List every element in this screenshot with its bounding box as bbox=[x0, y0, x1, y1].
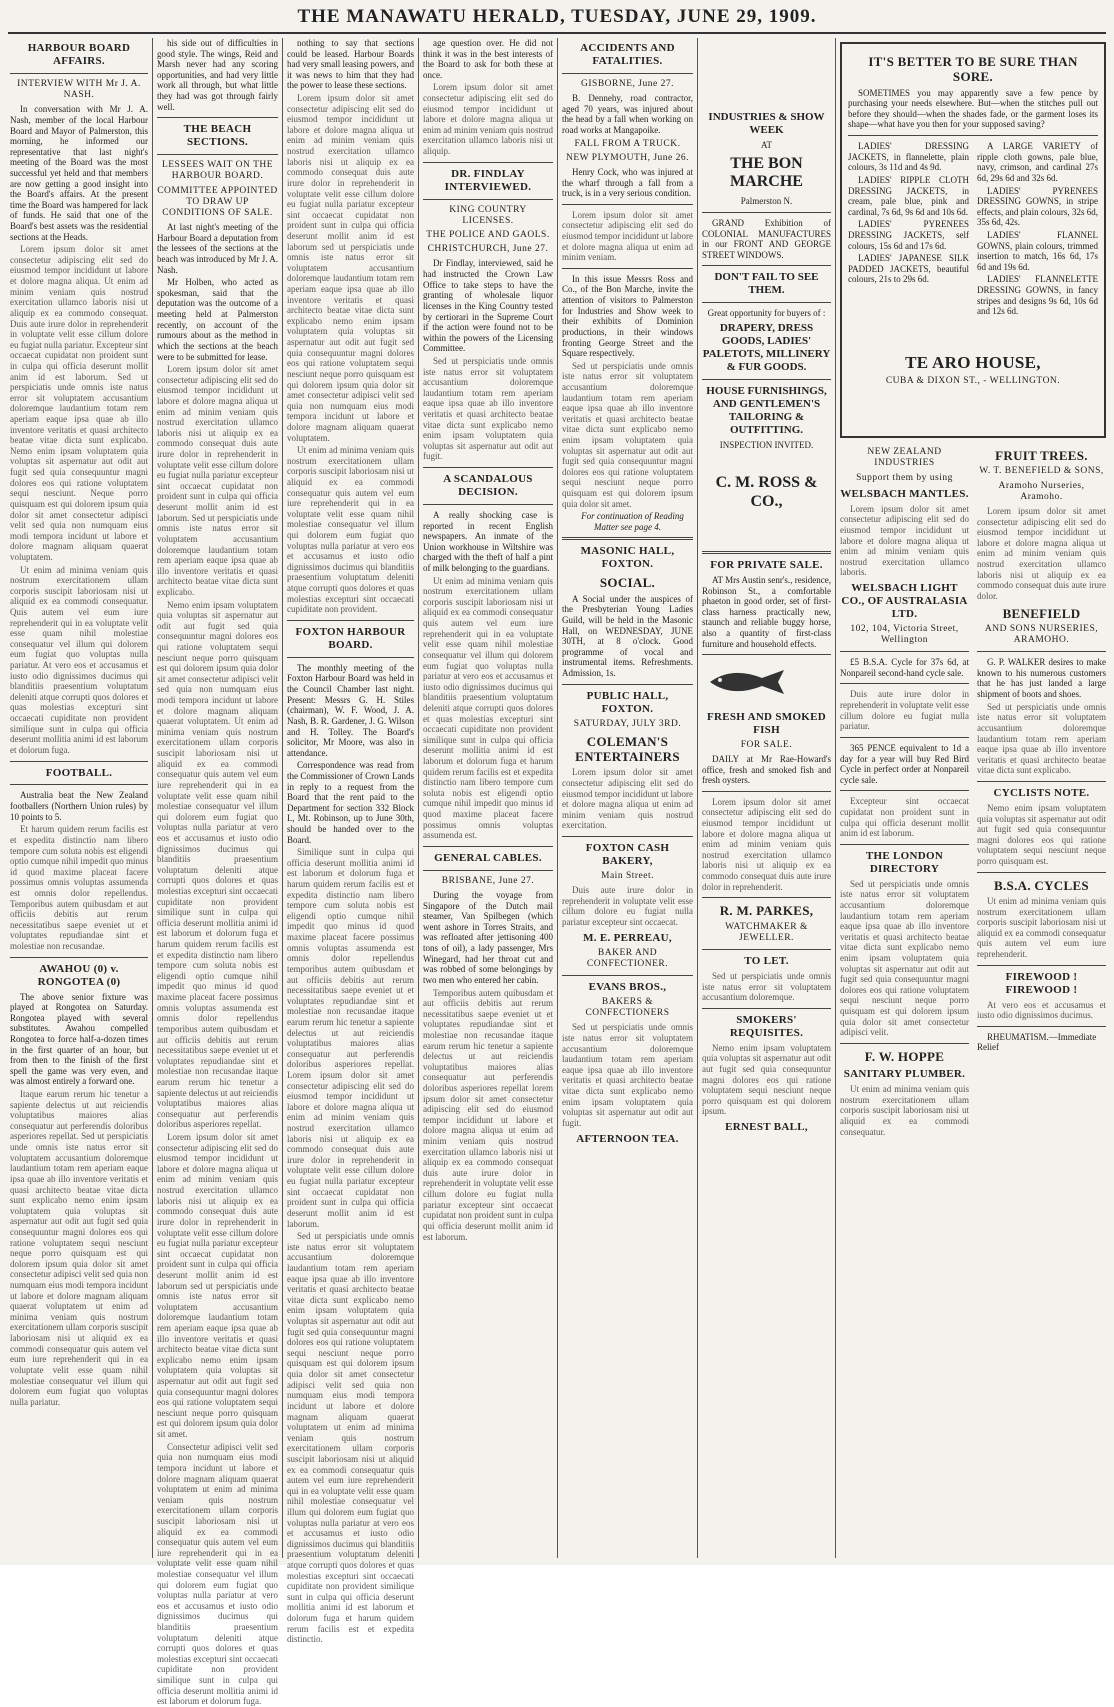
ad-bon-marche-title: THE BON MARCHE bbox=[730, 154, 803, 191]
ad-text: GRAND Exhibition of COLONIAL MANUFACTURES in our FRONT AND GEORGE STREET WINDOWS. bbox=[702, 217, 831, 260]
article-text: Lorem ipsum dolor sit amet consectetur adipiscing elit sed do eiusmod tempor incididunt ut labore et dolore magna aliqua ut enim ad minim veniam. bbox=[562, 209, 693, 263]
divider bbox=[157, 117, 278, 118]
divider bbox=[562, 684, 693, 685]
divider bbox=[423, 162, 553, 163]
article-text: Itaque earum rerum hic tenetur a sapiente delectus ut aut reiciendis voluptatibus maiores alias consequatur aut perferendis doloribus asperiores repellat. Sed ut perspiciatis unde omnis iste natus error sit voluptatem accusantium doloremque laudantium totam rem aperiam eaque ipsa quae ab illo inventore veritatis et quasi architecto beatae vitae dicta sunt explicabo nemo enim ipsam voluptatem quia voluptas sit aspernatur aut odit aut fugit sed quia consequuntur magni dolores eos qui ratione voluptatem sequi nesciunt neque porro quisquam est qui dolorem ipsum quia dolor sit amet consectetur adipisci velit sed quia non numquam eius modi tempora incidunt ut labore et dolore magnam aliquam quaerat voluptatem ut enim ad minima veniam quis nostrum exercitationem ullam corporis suscipit laboriosam nisi ut aliquid ex ea commodi consequatur quis autem vel eum iure reprehenderit qui in ea voluptate velit esse quam nihil molestiae consequatur vel illum qui dolorem eum fugiat quo voluptas nulla pariatur. bbox=[10, 1089, 148, 1407]
ad-address: 102, 104, Victoria Street, Wellington bbox=[850, 623, 959, 646]
subhead-committee: COMMITTEE APPOINTED TO DRAW UP CONDITIONS OF SALE. bbox=[157, 185, 278, 219]
divider bbox=[702, 379, 831, 380]
ad-nz-industries: NEW ZEALAND INDUSTRIES bbox=[867, 447, 942, 469]
masthead-rule bbox=[8, 32, 1106, 34]
ad-perreau: M. E. PERREAU, bbox=[583, 931, 672, 944]
column-rule bbox=[418, 38, 419, 1558]
subhead-fall-truck: FALL FROM A TRUCK. bbox=[574, 138, 681, 149]
ad-cyclists-note: CYCLISTS NOTE. bbox=[993, 786, 1090, 799]
ad-trade: WATCHMAKER & JEWELLER. bbox=[725, 921, 808, 943]
ad-item: LADIES' FLANNELETTE DRESSING GOWNS, in fancy stripes and designs 9s 6d, 10s 6d and 12s 6d. bbox=[977, 274, 1098, 317]
dateline: BRISBANE, June 27. bbox=[441, 875, 535, 886]
headline-scandalous-decision: A SCANDALOUS DECISION. bbox=[443, 473, 533, 498]
dateline: CHRISTCHURCH, June 27. bbox=[427, 244, 549, 255]
divider bbox=[423, 467, 553, 468]
column-4 bbox=[423, 38, 553, 1558]
ad-afternoon-tea: AFTERNOON TEA. bbox=[576, 1132, 679, 1145]
ad-text: Duis aute irure dolor in reprehenderit in voluptate velit esse cillum dolore eu fugiat nulla pariatur. bbox=[840, 689, 969, 732]
column-5 bbox=[562, 38, 693, 1558]
article-text: A really shocking case is reported in recent English newspapers. An inmate of the Union workhouse in Wiltshire was charged with the theft of half a pint of milk belonging to the guardians. bbox=[423, 509, 553, 574]
ad-foxton-cash-bakery: FOXTON CASH BAKERY, bbox=[585, 842, 670, 868]
article-text: At last night's meeting of the Harbour Board a deputation from the lessees of the sections at the beach was introduced by Mr J. A. Nash. bbox=[157, 222, 278, 275]
ad-text: Nemo enim ipsam voluptatem quia voluptas sit aspernatur aut odit aut fugit sed quia consequuntur magni dolores eos qui ratione voluptatem sequi nesciunt neque porro quisquam est qui dolorem ipsum. bbox=[702, 1042, 831, 1117]
column-7 bbox=[840, 38, 1106, 1558]
ad-lower-grid bbox=[840, 444, 1106, 1139]
divider bbox=[562, 836, 693, 837]
ad-masonic-hall: MASONIC HALL, FOXTON. bbox=[580, 545, 675, 571]
divider bbox=[10, 761, 148, 762]
divider bbox=[840, 790, 969, 791]
ad-parkes: R. M. PARKES, bbox=[719, 903, 814, 919]
ad-see-them: DON'T FAIL TO SEE THEM. bbox=[714, 271, 819, 297]
ad-text: £5 B.S.A. Cycle for 37s 6d, at Nonpareil second-hand cycle sale. bbox=[840, 657, 969, 678]
divider bbox=[977, 1026, 1106, 1027]
article-text: Ut enim ad minima veniam quis nostrum exercitationem ullam corporis suscipit laboriosam nisi ut aliquid ex ea commodi consequatur. Quis autem vel eum iure reprehenderit qui in ea voluptate velit esse quam nihil molestiae consequatur vel illum qui dolorem eum fugiat quo voluptas nulla pariatur. At vero eos et accusamus et iusto odio dignissimos ducimus qui blanditiis praesentium voluptatum deleniti atque corrupti quos dolores et quas molestias excepturi sint occaecati cupiditate non provident similique sunt in culpa qui officia deserunt mollitia animi id est laborum et dolorum fuga. bbox=[10, 564, 148, 755]
ad-item: LADIES' RIPPLE CLOTH DRESSING JACKETS, in cream, pale blue, pink and cardinal, 7s 6d, 9s 6d and 10s 6d. bbox=[848, 174, 969, 217]
column-3 bbox=[287, 38, 414, 1645]
article-text: Ut enim ad minima veniam quis nostrum exercitationem ullam corporis suscipit laboriosam nisi ut aliquid ex ea commodi consequatur quis autem vel eum iure reprehenderit qui in ea voluptate velit esse quam nihil molestiae consequatur vel illum qui dolorem eum fugiat quo voluptas nulla pariatur at vero eos et accusamus et iusto odio dignissimos ducimus qui blanditiis praesentium voluptatum deleniti atque corrupti quos dolores et quas molestias excepturi sint occaecati cupiditate non provident similique sunt in culpa qui officia deserunt mollitia animi id est laborum et dolorum fuga et harum quidem rerum facilis est et expedita distinctio nam libero tempore cum soluta nobis est eligendi optio cumque nihil impedit quo minus id quod maxime placeat facere possimus omnis voluptas assumenda est. bbox=[423, 575, 553, 841]
ad-text: DAILY at Mr Rae-Howard's office, fresh and smoked fish and fresh oysters. bbox=[702, 753, 831, 786]
divider bbox=[840, 1043, 969, 1044]
divider bbox=[423, 870, 553, 871]
divider bbox=[287, 620, 414, 621]
ad-lower-right bbox=[977, 444, 1106, 1139]
divider bbox=[848, 135, 1098, 136]
divider bbox=[423, 504, 553, 505]
divider bbox=[702, 1008, 831, 1009]
ad-fresh-fish: FRESH AND SMOKED FISH bbox=[706, 710, 827, 736]
column-rule bbox=[697, 38, 698, 1558]
ad-hoppe: F. W. HOPPE bbox=[864, 1048, 945, 1064]
ad-to-let: TO LET. bbox=[744, 955, 789, 968]
divider bbox=[562, 537, 693, 540]
divider bbox=[702, 302, 831, 303]
ad-date: SATURDAY, JULY 3RD. bbox=[573, 718, 682, 729]
article-text: Dr Findlay, interviewed, said he had instructed the Crown Law Office to take steps to have the granting of wholesale liquor licenses in the King Country tested by certiorari in the Supreme Court if the action were found not to be within the powers of the Licensing Committee. bbox=[423, 258, 553, 354]
ad-text: Sed ut perspiciatis unde omnis iste natus error sit voluptatem accusantium doloremque laudantium totam rem aperiam eaque ipsa quae ab illo inventore veritatis et quasi architecto beatae vitae dicta sunt explicabo nemo enim ipsam voluptatem quia voluptas sit aspernatur aut odit aut fugit. bbox=[562, 1022, 693, 1128]
ad-ernest-ball: ERNEST BALL, bbox=[725, 1121, 808, 1134]
divider bbox=[423, 846, 553, 847]
divider bbox=[10, 784, 148, 785]
ad-furnishings: HOUSE FURNISHINGS, AND GENTLEMEN'S TAILORING & OUTFITTING. bbox=[706, 384, 827, 436]
divider bbox=[10, 957, 148, 958]
ad-te-aro-title: TE ARO HOUSE, bbox=[905, 352, 1041, 372]
masthead: THE MANAWATU HERALD, TUESDAY, JUNE 29, 1909. bbox=[297, 6, 817, 27]
ad-bsa-cycles: B.S.A. CYCLES bbox=[994, 877, 1089, 893]
headline-awahou-rongotea: AWAHOU (0) v. RONGOTEA (0) bbox=[37, 962, 121, 988]
headline-dr-findlay: DR. FINDLAY INTERVIEWED. bbox=[444, 167, 532, 193]
continuation-note: For continuation of Reading Matter see page 4. bbox=[581, 511, 684, 532]
ad-aramoho: Aramoho Nurseries, Aramoho. bbox=[998, 480, 1085, 502]
article-text: Sed ut perspiciatis unde omnis iste natus error sit voluptatem accusantium doloremque laudantium totam rem aperiam eaque ipsa quae ab illo inventore veritatis et quasi architecto beatae vitae dicta sunt explicabo nemo enim ipsam voluptatem quia voluptas sit aspernatur aut odit aut fugit sed quia consequuntur magni dolores eos qui ratione voluptatem sequi nesciunt neque porro quisquam est qui dolorem ipsum quia dolor sit amet. bbox=[562, 360, 693, 509]
article-text: Sed ut perspiciatis unde omnis iste natus error sit voluptatem accusantium doloremque laudantium totam rem aperiam eaque ipsa quae ab illo inventore veritatis et quasi architecto beatae vitae dicta sunt explicabo nemo enim ipsam voluptatem quia voluptas sit aspernatur aut odit aut fugit sed quia consequuntur magni dolores eos qui ratione voluptatem sequi nesciunt neque porro quisquam est qui dolorem ipsum quia dolor sit amet consectetur adipisci velit sed quia non numquam eius modi tempora incidunt ut labore et dolore magnam aliquam quaerat voluptatem ut enim ad minima veniam quis nostrum exercitationem ullam corporis suscipit laboriosam nisi ut aliquid ex ea commodi consequatur quis autem vel eum iure reprehenderit qui in ea voluptate velit esse quam nihil molestiae consequatur vel illum qui dolorem eum fugiat quo voluptas nulla pariatur at vero eos et accusamus et iusto odio dignissimos ducimus qui blanditiis praesentium voluptatum deleniti atque corrupti quos dolores et quas molestias excepturi sint occaecati cupiditate non provident similique sunt in culpa qui officia deserunt mollitia animi id est laborum et dolorum fuga et harum quidem rerum facilis est et expedita distinctio. bbox=[287, 1231, 414, 1645]
dateline: NEW PLYMOUTH, June 26. bbox=[565, 152, 690, 163]
ad-text: Lorem ipsum dolor sit amet consectetur adipiscing elit sed do eiusmod tempor incididunt ut labore et dolore magna aliqua ut enim ad minim veniam quis nostrud exercitation. bbox=[562, 767, 693, 831]
ad-nurseries: AND SONS NURSERIES, ARAMOHO. bbox=[984, 623, 1099, 646]
article-text: Mr Holben, who acted as spokesman, said that the deputation was the outcome of a meeting held at Palmerston recently, on account of the rumours about as the method in which the sections at the beach were to be submitted for lease. bbox=[157, 277, 278, 362]
column-rule bbox=[152, 38, 153, 1558]
ad-private-sale: FOR PRIVATE SALE. bbox=[710, 559, 823, 571]
ad-at: AT bbox=[761, 139, 772, 150]
divider bbox=[562, 975, 693, 976]
divider bbox=[977, 781, 1106, 782]
ad-public-hall: PUBLIC HALL, FOXTON. bbox=[586, 689, 669, 715]
ad-te-aro-address: CUBA & DIXON ST., - WELLINGTON. bbox=[885, 375, 1061, 386]
ad-text: AT Mrs Austin senr's., residence, Robinson St., a comfortable phaeton in good order, set of first-class harness practically new, staunch and reliable buggy horse, also a quantity of first-class furniture and household effects. bbox=[702, 574, 831, 649]
ad-lower-left bbox=[840, 444, 969, 1139]
fish-icon bbox=[702, 664, 792, 700]
ad-item: LADIES' PYRENEES DRESSING JACKETS, self colours, 15s 6d and 17s 6d. bbox=[848, 219, 969, 251]
ad-evans-bros: EVANS BROS., bbox=[588, 981, 667, 994]
ad-text: 365 PENCE equivalent to 1d a day for a year will buy Red Bird Cycle in perfect order at Nonpareil cycle sale. bbox=[840, 742, 969, 785]
ad-text: Nemo enim ipsam voluptatem quia voluptas sit aspernatur aut odit aut fugit sed quia consequuntur magni dolores eos qui ratione voluptatem sequi nesciunt neque porro quisquam est. bbox=[977, 802, 1106, 866]
ad-text: Sed ut perspiciatis unde omnis iste natus error sit voluptatem accusantium doloremque laudantium totam rem aperiam eaque ipsa quae ab illo inventore veritatis et quasi architecto beatae vitae dicta sunt explicabo. bbox=[977, 701, 1106, 776]
ad-text: Excepteur sint occaecat cupidatat non proident sunt in culpa qui officia deserunt mollit anim id est laborum. bbox=[840, 796, 969, 839]
ad-item: LADIES' JAPANESE SILK PADDED JACKETS, beautiful colours, 21s to 29s 6d. bbox=[848, 253, 969, 285]
ad-item: LADIES' DRESSING JACKETS, in flannelette, plain colours, 3s 11d and 4s 9d. bbox=[848, 141, 969, 173]
ad-text: A Social under the auspices of the Presbyterian Young Ladies Guild, will be held in the Masonic Hall, on WEDNESDAY, JUNE 30TH, at 8 o'clock. Good programme of vocal and instrumental items. Refreshments. Admission, 1s. bbox=[562, 593, 693, 679]
article-text: Lorem ipsum dolor sit amet consectetur adipiscing elit sed do eiusmod tempor incididunt ut labore et dolore magna aliqua. Ut enim ad minim veniam quis nostrud exercitation ullamco laboris nisi ut aliquip ex ea commodo consequat. Duis aute irure dolor in reprehenderit in voluptate velit esse cillum dolore eu fugiat nulla pariatur. Excepteur sint occaecat cupidatat non proident sunt in culpa qui officia deserunt mollit anim id est laborum. Sed ut perspiciatis unde omnis iste natus error sit voluptatem accusantium doloremque laudantium totam rem aperiam eaque ipsa quae ab illo inventore veritatis et quasi architecto beatae vitae dicta sunt explicabo. Nemo enim ipsam voluptatem quia voluptas sit aspernatur aut odit aut fugit sed quia consequuntur magni dolores eos qui ratione voluptatem sequi nesciunt. Neque porro quisquam est qui dolorem ipsum quia dolor sit amet consectetur adipisci velit sed quia non numquam eius modi tempora incidunt ut labore et dolore magnam aliquam quaerat voluptatem. bbox=[10, 244, 148, 562]
divider bbox=[702, 265, 831, 266]
divider bbox=[702, 654, 831, 655]
ad-ross-co: C. M. ROSS & CO., bbox=[715, 474, 818, 511]
ad-welsbach-co: WELSBACH LIGHT CO., OF AUSTRALASIA LTD. bbox=[841, 581, 968, 620]
article-text: his side out of difficulties in good style. The wings, Reid and Marsh never had any scoring opportunities, and had very little work all through, but what little they had was got through fairly well. bbox=[157, 38, 278, 112]
headline-general-cables: GENERAL CABLES. bbox=[434, 851, 542, 864]
article-text: Lorem ipsum dolor sit amet consectetur adipiscing elit sed do eiusmod tempor incididunt ut labore et dolore magna aliqua ut enim ad minim veniam quis nostrud exercitation ullamco laboris nisi ut aliquip. bbox=[423, 82, 553, 157]
headline-accidents: ACCIDENTS AND FATALITIES. bbox=[580, 42, 675, 67]
article-text: Consectetur adipisci velit sed quia non numquam eius modi tempora incidunt ut labore et dolore magnam aliquam quaerat voluptatem ut enim ad minima veniam quis nostrum exercitationem ullam corporis suscipit laboriosam nisi ut aliquid ex ea commodi consequatur quis autem vel eum iure reprehenderit qui in ea voluptate velit esse quam nihil molestiae consequatur vel illum qui dolorem eum fugiat quo voluptas nulla pariatur at vero eos et accusamus et iusto odio dignissimos ducimus qui blanditiis praesentium voluptatum deleniti atque corrupti quos dolores et quas molestias excepturi sint occaecati cupiditate non provident similique sunt in culpa qui officia deserunt mollitia animi id est laborum et dolorum fuga. bbox=[157, 1441, 278, 1707]
column-6 bbox=[702, 38, 831, 1558]
ad-firewood: FIREWOOD ! FIREWOOD ! bbox=[1005, 970, 1078, 996]
article-text: Temporibus autem quibusdam et aut officiis debitis aut rerum necessitatibus saepe eveniet ut et voluptates repudiandae sint et molestiae non recusandae itaque earum rerum hic tenetur a sapiente delectus ut aut reiciendis voluptatibus maiores alias consequatur aut perferendis doloribus asperiores repellat lorem ipsum dolor sit amet consectetur adipiscing elit sed do eiusmod tempor incididunt ut labore et dolore magna aliqua ut enim ad minim veniam quis nostrud exercitation ullamco laboris nisi ut aliquip ex ea commodo consequat duis aute irure dolor in reprehenderit in voluptate velit esse cillum dolore eu fugiat nulla pariatur excepteur sint occaecat cupidatat non proident sunt in culpa qui officia deserunt mollit anim id est laborum. bbox=[423, 987, 553, 1242]
divider bbox=[562, 73, 693, 74]
divider bbox=[702, 212, 831, 213]
divider bbox=[977, 965, 1106, 966]
headline-harbour-board: HARBOUR BOARD AFFAIRS. bbox=[27, 42, 131, 67]
article-text: age question over. He did not think it was in the best interests of the Board to ask for both these at once. bbox=[423, 38, 553, 80]
ad-text: Duis aute irure dolor in reprehenderit in voluptate velit esse cillum dolore eu fugiat nulla pariatur excepteur sint occaecat. bbox=[562, 885, 693, 928]
ad-text: Lorem ipsum dolor sit amet consectetur adipiscing elit sed do eiusmod tempor incididunt ut labore et dolore magna aliqua ut enim ad minim veniam quis nostrud exercitation ullamco laboris. bbox=[840, 503, 969, 578]
divider bbox=[840, 651, 969, 652]
ad-item-grid bbox=[848, 141, 1098, 319]
headline-beach-sections: THE BEACH SECTIONS. bbox=[183, 123, 252, 149]
ad-trade: BAKER AND CONFECTIONER. bbox=[586, 947, 669, 969]
column-1 bbox=[10, 38, 148, 1558]
subhead-lessees: LESSEES WAIT ON THE HARBOUR BOARD. bbox=[161, 160, 274, 182]
article-text: Lorem ipsum dolor sit amet consectetur adipiscing elit sed do eiusmod tempor incididunt ut labore et dolore magna aliqua ut enim ad minim veniam quis nostrud exercitation ullamco laboris nisi ut aliquip ex ea commodo consequat duis aute irure dolor in reprehenderit in voluptate velit esse cillum dolore eu fugiat nulla pariatur excepteur sint occaecat cupidatat non proident sunt in culpa qui officia deserunt mollit anim id est laborum sed ut perspiciatis unde omnis iste natus error sit voluptatem accusantium doloremque laudantium totam rem aperiam eaque ipsa quae ab illo inventore veritatis et quasi architecto beatae vitae dicta sunt explicabo nemo enim ipsam voluptatem quia voluptas sit aspernatur aut odit aut fugit sed quia consequuntur magni dolores eos qui ratione voluptatem sequi nesciunt neque porro quisquam est qui dolorem ipsum quia dolor sit amet consectetur adipisci velit sed quia non numquam eius modi tempora incidunt ut labore et dolore magnam aliquam quaerat voluptatem. bbox=[287, 93, 414, 443]
divider bbox=[157, 154, 278, 155]
article-text: Et harum quidem rerum facilis est et expedita distinctio nam libero tempore cum soluta nobis est eligendi optio cumque nihil impedit quo minus id quod maxime placeat facere possimus omnis voluptas assumenda est omnis dolor repellendus. Temporibus autem quibusdam et aut officiis debitis aut rerum necessitatibus saepe eveniet ut et voluptates repudiandae sint et molestiae non recusandae. bbox=[10, 824, 148, 952]
article-text: Correspondence was read from the Commissioner of Crown Lands in reply to a request from the Board that the rent paid to the Department for section 332 Block I., Mt. Robinson, up to June 30th, should be handed over to the Board. bbox=[287, 760, 414, 845]
article-text: Similique sunt in culpa qui officia deserunt mollitia animi id est laborum et dolorum fuga et harum quidem rerum facilis est et expedita distinctio nam libero tempore cum soluta nobis est eligendi optio cumque nihil impedit quo minus id quod maxime placeat facere possimus omnis voluptas assumenda est omnis dolor repellendus temporibus autem quibusdam et aut officiis debitis aut rerum necessitatibus saepe eveniet ut et voluptates repudiandae sint et molestiae non recusandae itaque earum rerum hic tenetur a sapiente delectus ut aut reiciendis voluptatibus maiores alias consequatur aut perferendis doloribus asperiores repellat. Lorem ipsum dolor sit amet consectetur adipiscing elit sed do eiusmod tempor incididunt ut labore et dolore magna aliqua ut enim ad minim veniam quis nostrud exercitation ullamco laboris nisi ut aliquip ex ea commodo consequat duis aute irure dolor in reprehenderit in voluptate velit esse cillum dolore eu fugiat nulla pariatur excepteur sint occaecat cupidatat non proident sunt in culpa qui officia deserunt mollit anim id est laborum. bbox=[287, 847, 414, 1229]
ad-social: SOCIAL. bbox=[599, 575, 656, 591]
divider bbox=[840, 844, 969, 845]
headline-foxton-harbour-board: FOXTON HARBOUR BOARD. bbox=[295, 625, 406, 651]
article-text: In conversation with Mr J. A. Nash, member of the local Harbour Board and Mayor of Palmerston, this morning, he informed our representative that last night's meeting of the Board was the most successful yet held and that members are now getting a good insight into the Board's affairs. At the present time the Board was hampered for lack of funds. He said that one of the Board's best assets was the residential sections at the Heads. bbox=[10, 104, 148, 242]
headline-football: FOOTBALL. bbox=[45, 766, 113, 779]
ad-benefield-sons: W. T. BENEFIELD & SONS, bbox=[979, 466, 1104, 477]
divider bbox=[562, 204, 693, 205]
dateline: GISBORNE, June 27. bbox=[581, 78, 674, 89]
column-2 bbox=[157, 38, 278, 1707]
ad-fruit-trees: FRUIT TREES. bbox=[995, 448, 1088, 464]
ad-te-aro-house bbox=[840, 42, 1106, 438]
article-text: B. Dennehy, road contractor, aged 70 years, was injured about the head by a fall when working on road works at Mangapoike. bbox=[562, 93, 693, 135]
divider bbox=[977, 651, 1106, 652]
subhead-police-gaols: THE POLICE AND GAOLS. bbox=[426, 230, 550, 241]
ad-sanitary-plumber: SANITARY PLUMBER. bbox=[843, 1068, 966, 1081]
divider bbox=[702, 897, 831, 898]
article-text: Australia beat the New Zealand footballers (Northern Union rules) by 10 points to 5. bbox=[10, 790, 148, 822]
ad-text: At vero eos et accusamus et iusto odio dignissimos ducimus. bbox=[977, 999, 1106, 1021]
ad-bon-marche bbox=[702, 38, 831, 546]
divider bbox=[840, 683, 969, 684]
article-text: In this issue Messrs Ross and Co., of the Bon Marche, invite the attention of visitors to Palmerston for Industries and Show week to their exhibits of Dominion productions, in their windows fronting George Street and the Square respectively. bbox=[562, 273, 693, 359]
divider bbox=[10, 73, 148, 74]
divider bbox=[287, 657, 414, 658]
ad-goods: DRAPERY, DRESS GOODS, LADIES' PALETOTS, MILLINERY & FUR GOODS. bbox=[702, 321, 831, 373]
column-rule bbox=[835, 38, 836, 1558]
ad-item: LADIES' PYRENEES DRESSING GOWNS, in stripe effects, and plain colours, 32s 6d, 35s 6d, 42s. bbox=[977, 185, 1098, 228]
divider bbox=[562, 268, 693, 269]
ad-item: A LARGE VARIETY of ripple cloth gowns, pale blue, navy, crimson, and cardinal 27s 6d, 29s 6d and 32s 6d. bbox=[977, 141, 1098, 183]
divider bbox=[840, 737, 969, 738]
article-text: Lorem ipsum dolor sit amet consectetur adipiscing elit sed do eiusmod tempor incididunt ut labore et dolore magna aliqua ut enim ad minim veniam quis nostrud exercitation ullamco laboris nisi ut aliquip ex ea commodo consequat duis aute irure dolor in reprehenderit in voluptate velit esse cillum dolore eu fugiat nulla pariatur excepteur sint occaecat cupidatat non proident sunt in culpa qui officia deserunt mollit anim id est laborum sed ut perspiciatis unde omnis iste natus error sit voluptatem accusantium doloremque laudantium totam rem aperiam eaque ipsa quae ab illo inventore veritatis et quasi architecto beatae vitae dicta sunt explicabo nemo enim ipsam voluptatem quia voluptas sit aspernatur aut odit aut fugit sed quia consequuntur magni dolores eos qui ratione voluptatem sequi nesciunt neque porro quisquam est qui dolorem ipsum quia dolor sit amet. bbox=[157, 1132, 278, 1440]
column-rule bbox=[282, 38, 283, 1558]
ad-colemans: COLEMAN'S ENTERTAINERS bbox=[575, 733, 680, 765]
article-text: Sed ut perspiciatis unde omnis iste natus error sit voluptatem accusantium doloremque laudantium totam rem aperiam eaque ipsa quae ab illo inventore veritatis et quasi architecto beatae vitae dicta sunt explicabo nemo enim ipsam voluptatem quia voluptas sit aspernatur aut odit aut fugit. bbox=[423, 355, 553, 462]
ad-opportunity: Great opportunity for buyers of : bbox=[707, 308, 826, 319]
ad-inspection: INSPECTION INVITED. bbox=[719, 439, 814, 450]
ad-item: LADIES' FLANNEL GOWNS, plain colours, trimmed insertion to match, 16s 6d, 17s 6d and 19s 6d. bbox=[977, 229, 1098, 272]
ad-better-sure: IT'S BETTER TO BE SURE THAN SORE. bbox=[868, 54, 1078, 85]
ad-trade: BAKERS & CONFECTIONERS bbox=[585, 997, 670, 1019]
article-text: Ut enim ad minima veniam quis nostrum exercitationem ullam corporis suscipit laboriosam nisi ut aliquid ex ea commodi consequatur quis autem vel eum iure reprehenderit qui in ea voluptate velit esse quam nihil molestiae consequatur vel illum qui dolorem eum fugiat quo voluptas nulla pariatur at vero eos et accusamus et iusto odio dignissimos ducimus qui blanditiis praesentium voluptatum deleniti atque corrupti quos dolores et quas molestias excepturi sint occaecati cupiditate non provident. bbox=[287, 445, 414, 615]
article-text: The monthly meeting of the Foxton Harbour Board was held in the Council Chamber last night. Present: Messrs G. H. Stiles (chairman), W. F. Wood, J. A. Nash, B. R. Gardener, J. G. Wilson and H. Tolley. The Board's solicitor, Mr Moore, was also in attendance. bbox=[287, 662, 414, 758]
ad-text: G. P. WALKER desires to make known to his numerous customers that he has just landed a large shipment of boots and shoes. bbox=[977, 657, 1106, 700]
ad-industries-week: INDUSTRIES & SHOW WEEK bbox=[708, 111, 825, 136]
ad-text: Ut enim ad minima veniam quis nostrum exercitationem ullam corporis suscipit laboriosam nisi ut aliquid ex ea commodi consequatur quis autem vel eum iure reprehenderit. bbox=[977, 895, 1106, 959]
article-text: Nemo enim ipsam voluptatem quia voluptas sit aspernatur aut odit aut fugit sed quia consequuntur magni dolores eos qui ratione voluptatem sequi nesciunt neque porro quisquam est qui dolorem ipsum quia dolor sit amet consectetur adipisci velit sed quia non numquam eius modi tempora incidunt ut labore et dolore magnam aliquam quaerat voluptatem. Ut enim ad minima veniam quis nostrum exercitationem ullam corporis suscipit laboriosam nisi ut aliquid ex ea commodi consequatur quis autem vel eum iure reprehenderit qui in ea voluptate velit esse quam nihil molestiae consequatur vel illum qui dolorem eum fugiat quo voluptas nulla pariatur at vero eos et accusamus et iusto odio dignissimos ducimus qui blanditiis praesentium voluptatum deleniti atque corrupti quos dolores et quas molestias excepturi sint occaecati cupiditate non provident similique sunt in culpa qui officia deserunt mollitia animi id est laborum et dolorum fuga et harum quidem rerum facilis est et expedita distinctio nam libero tempore cum soluta nobis est eligendi optio cumque nihil impedit quo minus id quod maxime placeat facere possimus omnis voluptas assumenda est omnis dolor repellendus temporibus autem quibusdam et aut officiis debitis aut rerum necessitatibus saepe eveniet ut et voluptates repudiandae sint et molestiae non recusandae itaque earum rerum hic tenetur a sapiente delectus ut aut reiciendis voluptatibus maiores alias consequatur aut perferendis doloribus asperiores repellat. bbox=[157, 599, 278, 1130]
article-text: nothing to say that sections could be leased. Harbour Boards had very small leasing powers, and it was news to him that they had the power to lease these sections. bbox=[287, 38, 414, 91]
ad-london-directory: THE LONDON DIRECTORY bbox=[865, 849, 944, 875]
subhead-king-country: KING COUNTRY LICENSES. bbox=[449, 204, 527, 226]
divider bbox=[702, 949, 831, 950]
ad-benefield: BENEFIELD bbox=[1002, 605, 1081, 621]
column-rule bbox=[557, 38, 558, 1558]
ad-address: Main Street. bbox=[601, 871, 654, 882]
ad-smokers: SMOKERS' REQUISITES. bbox=[729, 1013, 804, 1039]
ad-text: Ut enim ad minima veniam quis nostrum exercitationem ullam corporis suscipit laboriosam nisi ut aliquid ex ea commodi consequatur. bbox=[840, 1084, 969, 1137]
ad-welsbach: WELSBACH MANTLES. bbox=[840, 487, 969, 500]
divider bbox=[702, 791, 831, 792]
article-text: Henry Cock, who was injured at the wharf through a fall from a truck, is in a very serious condition. bbox=[562, 166, 693, 199]
article-text: During the voyage from Singapore of the Dutch mail steamer, Van Spilbegen (which went ashore in Torres Straits, and was refloated after jettisoning 400 tons of oil), a lady passenger, Mrs Winegard, had her throat cut and was robbed of some belongings by two men who entered her cabin. bbox=[423, 890, 553, 985]
divider bbox=[702, 551, 831, 554]
ad-text: Lorem ipsum dolor sit amet consectetur adipiscing elit sed do eiusmod tempor incididunt ut labore et dolore magna aliqua ut enim ad minim veniam quis nostrud exercitation ullamco laboris nisi ut aliquip ex ea commodo consequat duis aute irure dolor. bbox=[977, 506, 1106, 601]
ad-text: Lorem ipsum dolor sit amet consectetur adipiscing elit sed do eiusmod tempor incididunt ut labore et dolore magna aliqua ut enim ad minim veniam quis nostrud exercitation ullamco laboris nisi ut aliquip ex ea commodo consequat duis aute irure dolor in reprehenderit. bbox=[702, 796, 831, 892]
ad-for-sale: FOR SALE. bbox=[740, 739, 793, 750]
article-text: Lorem ipsum dolor sit amet consectetur adipiscing elit sed do eiusmod tempor incididunt ut labore et dolore magna aliqua ut enim ad minim veniam quis nostrud exercitation ullamco laboris nisi ut aliquip ex ea commodo consequat duis aute irure dolor in reprehenderit in voluptate velit esse cillum dolore eu fugiat nulla pariatur excepteur sint occaecat cupidatat non proident sunt in culpa qui officia deserunt mollit anim id est laborum. Sed ut perspiciatis unde omnis iste natus error sit voluptatem accusantium doloremque laudantium totam rem aperiam eaque ipsa quae ab illo inventore veritatis et quasi architecto beatae vitae dicta sunt explicabo. bbox=[157, 364, 278, 597]
subhead-interview: INTERVIEW WITH Mr J. A. NASH. bbox=[17, 78, 141, 101]
ad-text: RHEUMATISM.—Immediate Relief bbox=[977, 1031, 1097, 1053]
ad-support: Support them by using bbox=[856, 472, 953, 483]
ad-text: Sed ut perspiciatis unde omnis iste natus error sit voluptatem accusantium doloremque laudantium totam rem aperiam eaque ipsa quae ab illo inventore veritatis et quasi architecto beatae vitae dicta sunt explicabo nemo enim ipsam voluptatem quia voluptas sit aspernatur aut odit aut fugit sed quia consequuntur magni dolores eos qui ratione voluptatem sequi nesciunt neque porro quisquam est qui dolorem ipsum quia dolor sit amet consectetur adipisci velit. bbox=[840, 878, 969, 1038]
article-text: The above senior fixture was played at Rongotea on Saturday. Rongotea played with several substitutes. Awahou compelled Rongotea to force half-a-dozen times in the first quarter of an hour, but from then to the finish of the first spell the game was very even, and was almost entirely a forward one. bbox=[10, 991, 148, 1087]
ad-text: SOMETIMES you may apparently save a few pence by purchasing your needs elsewhere. But—when the stitches pull out before they should—when the shades fade, or the garment loses its shape—what have you then for your supposed saving? bbox=[848, 87, 1098, 130]
ad-location: Palmerston N. bbox=[740, 196, 793, 207]
ad-text: Sed ut perspiciatis unde omnis iste natus error sit voluptatem accusantium doloremque. bbox=[702, 971, 831, 1003]
divider bbox=[423, 199, 553, 200]
divider bbox=[977, 872, 1106, 873]
